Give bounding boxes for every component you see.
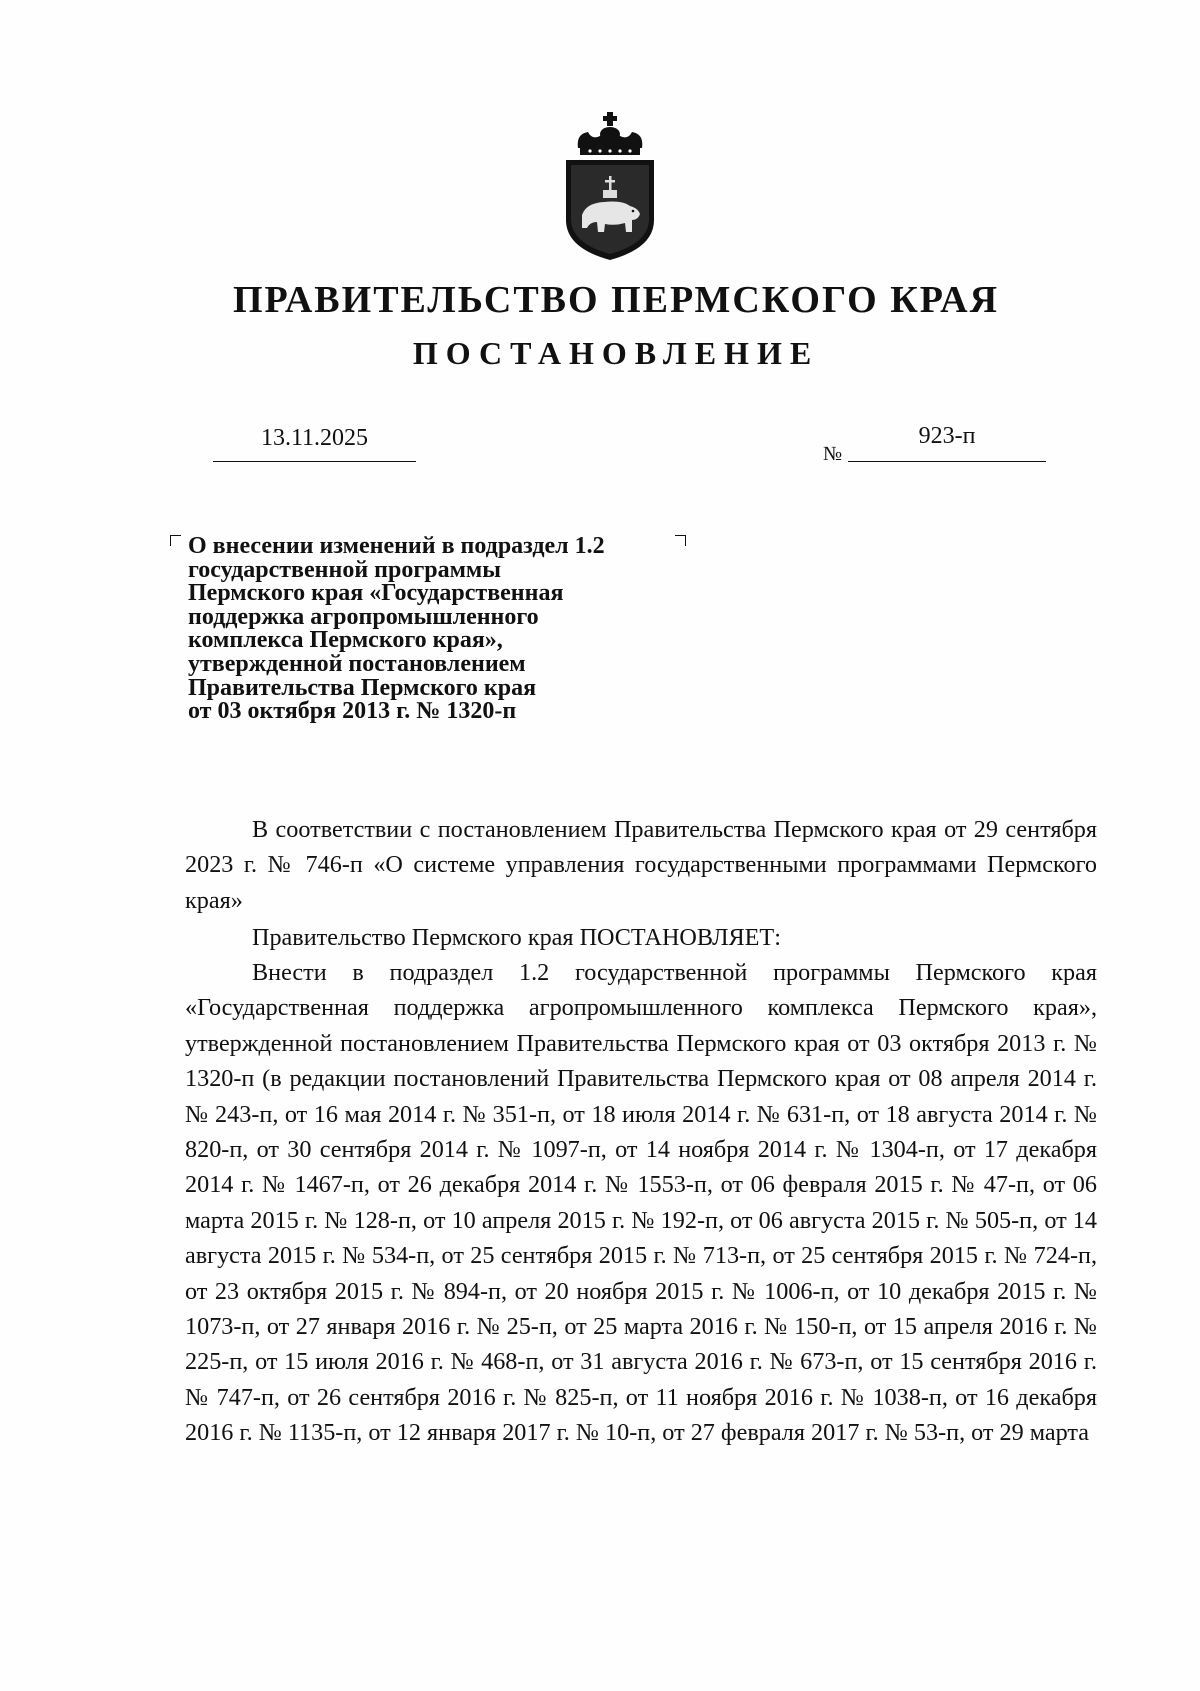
resolves-text: Правительство Пермского края ПОСТАНОВЛЯЕТ: xyxy=(252,924,781,951)
document-subject: О внесении изменений в подраздел 1.2 государственной программы Пермского края «Государственная поддержка агропромышленного комплекса Пермского края», утвержденной постановлением Правительства Пермского края от 03 октября 2013 г. № 1320-п xyxy=(188,533,605,725)
body-paragraph-resolves xyxy=(185,920,1097,955)
basis-text: В соответствии с постановлением Правительства Пермского края от 29 сентября 2023 г. № 746-п «О системе управления государственными программами Пермского края» xyxy=(185,816,1097,914)
number-underline xyxy=(848,461,1046,462)
body-paragraph-basis xyxy=(185,812,1097,918)
coat-of-arms-icon xyxy=(560,110,660,262)
corner-bracket-left xyxy=(170,535,181,546)
document-date: 13.11.2025 xyxy=(260,425,369,451)
document-number: 923-п xyxy=(918,423,976,449)
government-title: ПРАВИТЕЛЬСТВО ПЕРМСКОГО КРАЯ xyxy=(232,279,1000,321)
number-sign: № xyxy=(823,443,843,465)
document-type: ПОСТАНОВЛЕНИЕ xyxy=(412,335,820,371)
body-paragraph-amendment xyxy=(185,955,1097,1451)
date-underline xyxy=(213,461,416,462)
amendment-text: Внести в подраздел 1.2 государственной программы Пермского края «Государственная поддержка агропромышленного комплекса Пермского края», утвержденной постановлением Правительства Пермского края от 03 октября 2013 г. № 1320-п (в редакции постановлений Правительства Пермского края от 08 апреля 2014 г. № 243-п, от 16 мая 2014 г. № 351-п, от 18 июля 2014 г. № 631-п, от 18 августа 2014 г. № 820-п, от 30 сентября 2014 г. № 1097-п, от 14 ноября 2014 г. № 1304-п, от 17 декабря 2014 г. № 1467-п, от 26 декабря 2014 г. № 1553-п, от 06 февраля 2015 г. № 47-п, от 06 марта 2015 г. № 128-п, от 10 апреля 2015 г. № 192-п, от 06 августа 2015 г. № 505-п, от 14 августа 2015 г. № 534-п, от 25 сентября 2015 г. № 713-п, от 25 сентября 2015 г. № 724-п, от 23 октября 2015 г. № 894-п, от 20 ноября 2015 г. № 1006-п, от 10 декабря 2015 г. № 1073-п, от 27 января 2016 г. № 25-п, от 25 марта 2016 г. № 150-п, от 15 апреля 2016 г. № 225-п, от 15 июля 2016 г. № 468-п, от 31 августа 2016 г. № 673-п, от 15 сентября 2016 г. № 747-п, от 26 сентября 2016 г. № 825-п, от 11 ноября 2016 г. № 1038-п, от 16 декабря 2016 г. № 1135-п, от 12 января 2017 г. № 10-п, от 27 февраля 2017 г. № 53-п, от 29 марта xyxy=(185,959,1097,1447)
